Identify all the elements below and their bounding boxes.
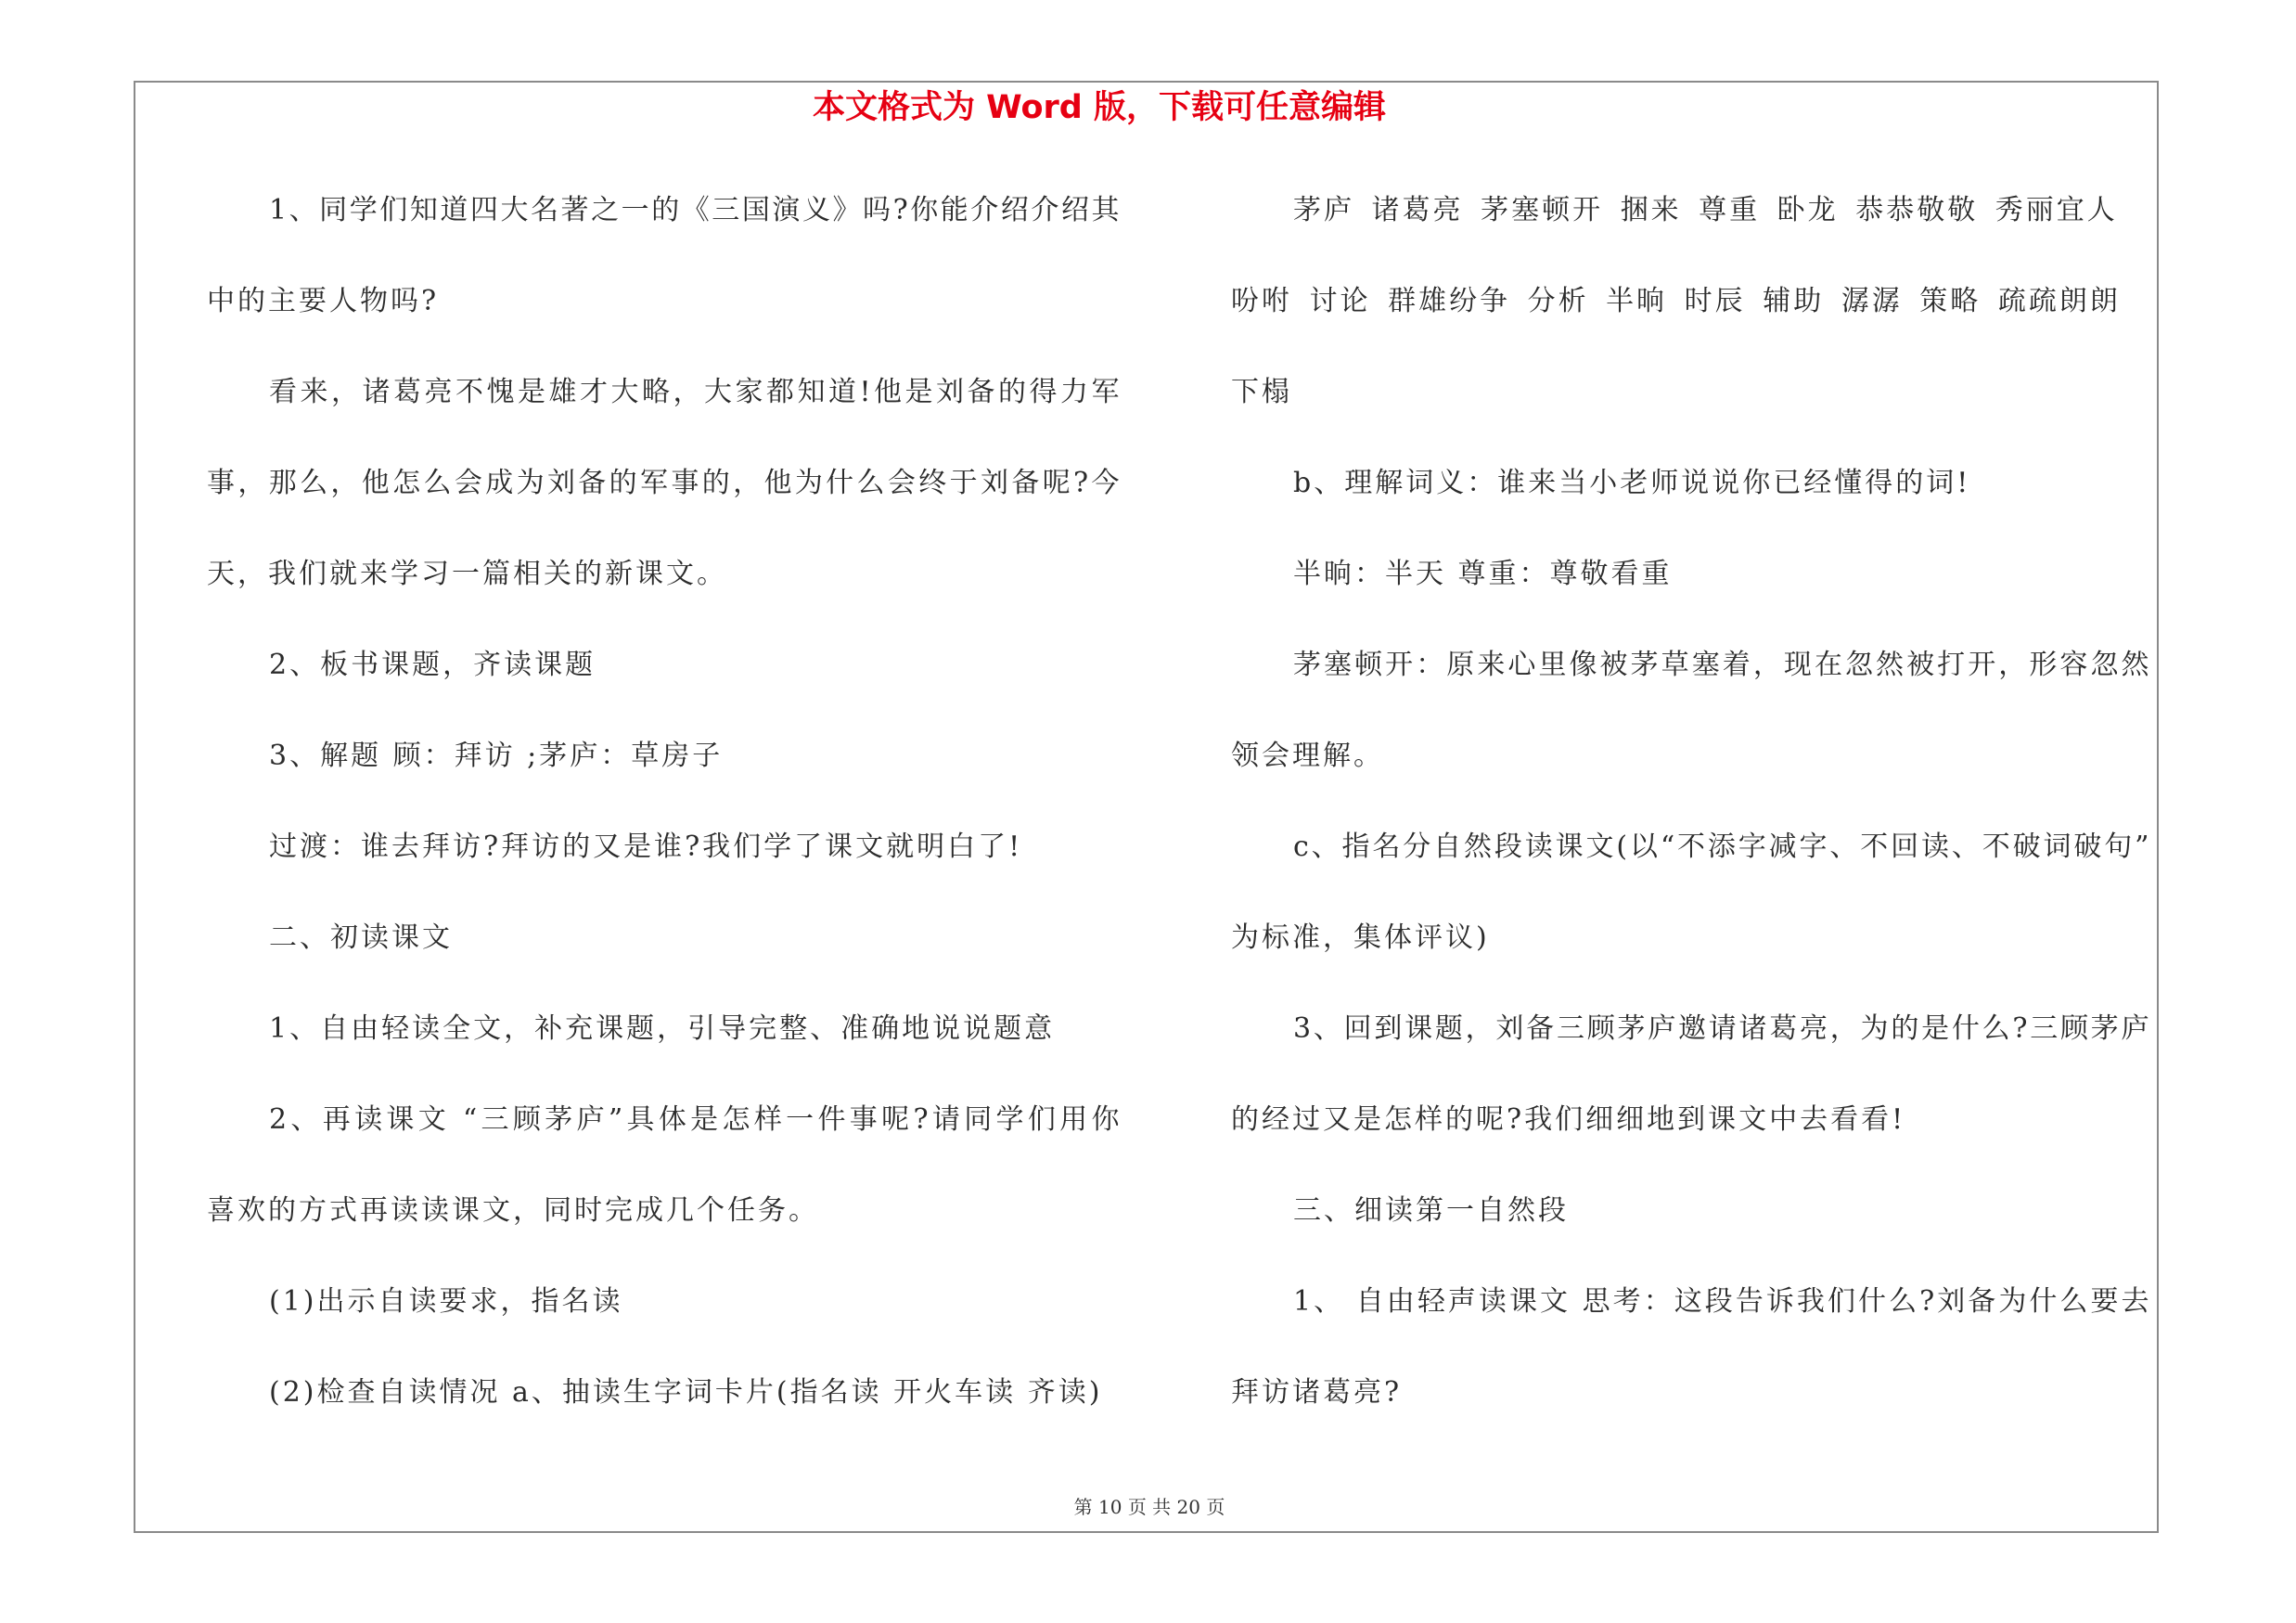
vocabulary-line: 下榻 (1231, 376, 1292, 408)
right-column (1231, 0, 2150, 1623)
left-column-line: 中的主要人物吗? (207, 285, 440, 317)
left-column-line: 看来，诸葛亮不愧是雄才大略，大家都知道!他是刘备的得力军 (269, 376, 1121, 408)
left-column-line: 2、板书课题，齐读课题 (269, 649, 596, 681)
vocabulary-line: 茅庐 诸葛亮 茅塞顿开 捆来 尊重 卧龙 恭恭敬敬 秀丽宜人 (1293, 194, 2118, 226)
vocabulary-line: 吩咐 讨论 群雄纷争 分析 半晌 时辰 辅助 潺潺 策略 疏疏朗朗 (1231, 285, 2121, 317)
page-number-footer: 第 10 页 共 20 页 (1073, 1496, 1225, 1518)
right-column-line: 1、 自由轻声读课文 思考：这段告诉我们什么?刘备为什么要去 (1293, 1285, 2150, 1318)
right-column-line: 的经过又是怎样的呢?我们细细地到课文中去看看! (1231, 1103, 1906, 1136)
left-column-line: 3、解题 顾：拜访 ;茅庐：草房子 (269, 740, 724, 772)
right-column-line: b、理解词义：谁来当小老师说说你已经懂得的词! (1293, 467, 1971, 499)
left-column-line: 事，那么，他怎么会成为刘备的军事的，他为什么会终于刘备呢?今 (207, 467, 1121, 499)
left-column-line: 喜欢的方式再读读课文，同时完成几个任务。 (207, 1194, 819, 1227)
left-column-line: 1、同学们知道四大名著之一的《三国演义》吗?你能介绍介绍其 (269, 194, 1121, 226)
left-column-line: 1、自由轻读全文，补充课题，引导完整、准确地说说题意 (269, 1012, 1056, 1045)
left-column (207, 0, 1121, 1623)
right-column-line: 半晌：半天 尊重：尊敬看重 (1293, 558, 1673, 590)
left-column-line: 2、再读课文 “三顾茅庐”具体是怎样一件事呢?请同学们用你 (269, 1103, 1121, 1136)
right-column-line: 拜访诸葛亮? (1231, 1376, 1403, 1409)
right-column-line: 3、回到课题，刘备三顾茅庐邀请诸葛亮，为的是什么?三顾茅庐 (1293, 1012, 2150, 1045)
section-heading: 三、细读第一自然段 (1293, 1194, 1569, 1227)
left-column-line: 过渡：谁去拜访?拜访的又是谁?我们学了课文就明白了! (269, 831, 1023, 863)
section-heading: 二、初读课文 (269, 921, 453, 954)
format-notice-header: 本文格式为 Word 版，下载可任意编辑 (812, 89, 1387, 126)
left-column-line: (2)检查自读情况 a、抽读生字词卡片(指名读 开火车读 齐读) (269, 1376, 1103, 1409)
left-column-line: 天，我们就来学习一篇相关的新课文。 (207, 558, 727, 590)
right-column-line: 为标准，集体评议) (1231, 921, 1490, 954)
right-column-line: c、指名分自然段读课文(以“不添字减字、不回读、不破词破句” (1293, 831, 2150, 863)
left-column-line: (1)出示自读要求，指名读 (269, 1285, 623, 1318)
right-column-line: 茅塞顿开：原来心里像被茅草塞着，现在忽然被打开，形容忽然 (1293, 649, 2150, 681)
right-column-line: 领会理解。 (1231, 740, 1384, 772)
